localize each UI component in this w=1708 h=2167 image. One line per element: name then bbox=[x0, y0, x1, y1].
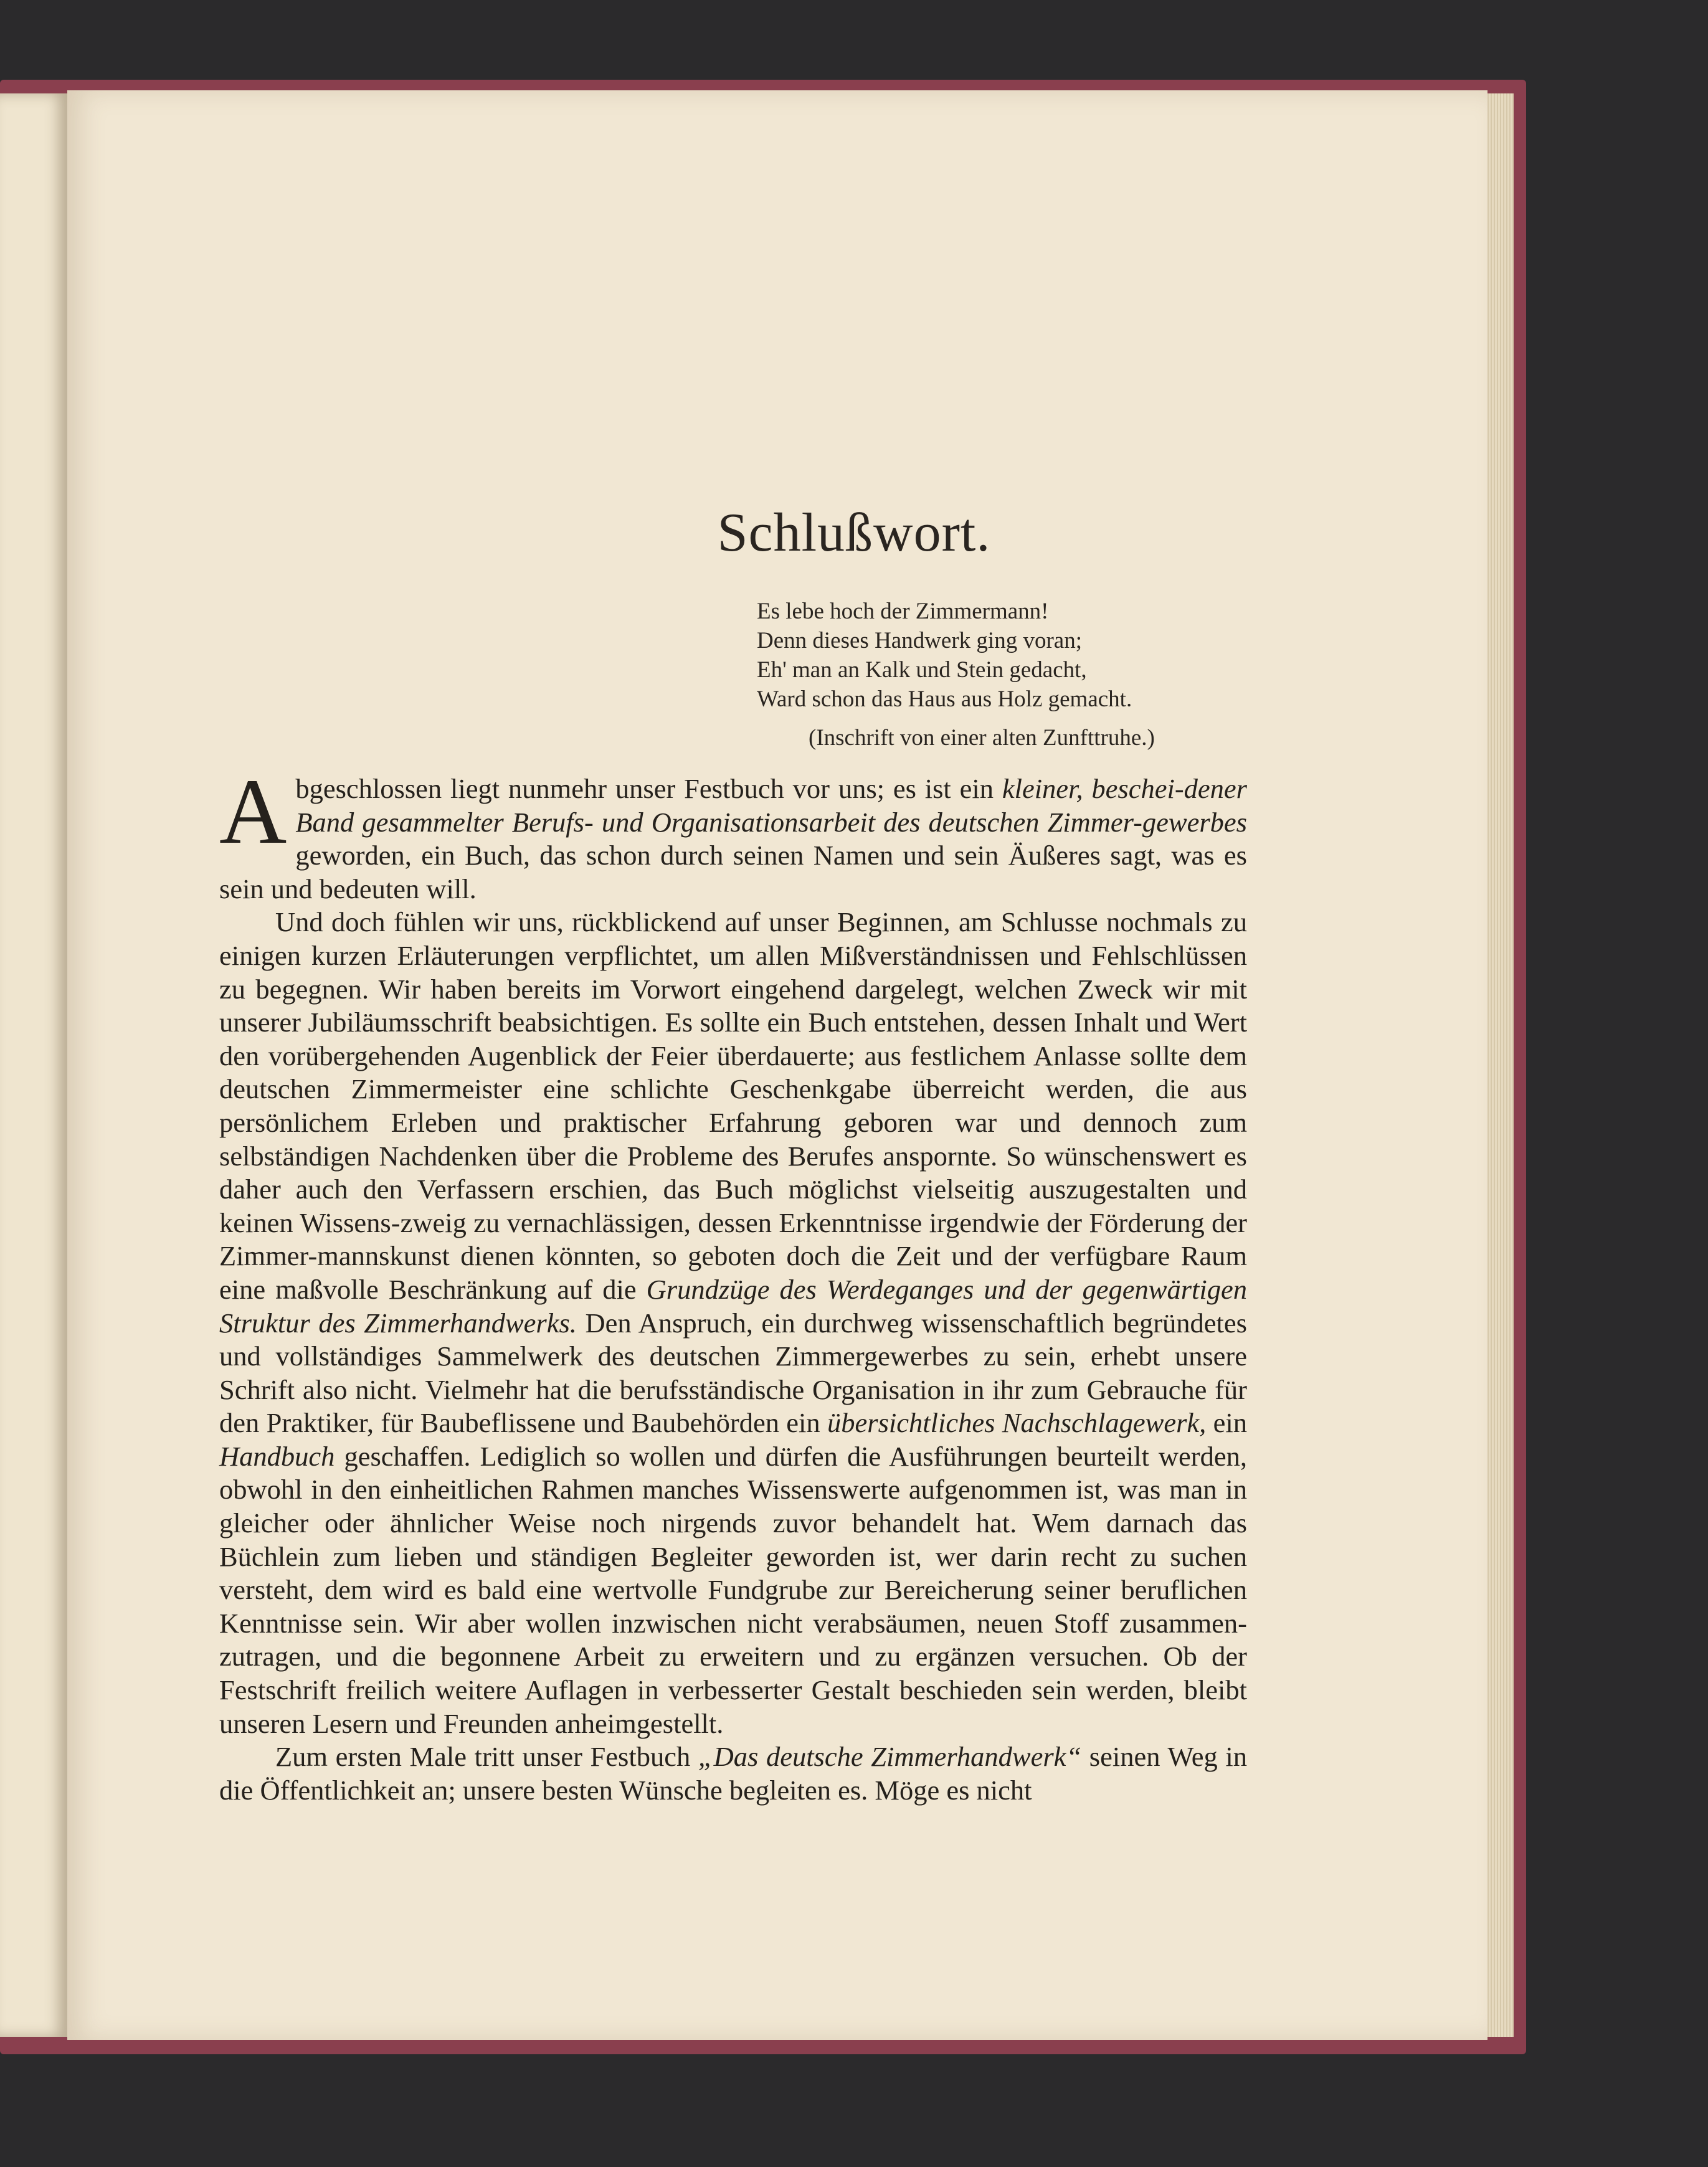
motto-line: Denn dieses Handwerk ging voran; bbox=[757, 628, 1082, 653]
italic-run: „Das deutsche Zimmerhandwerk“ bbox=[698, 1741, 1082, 1773]
text-run: Und doch fühlen wir uns, rückblickend auf unser Beginnen, am Schlusse nochmals zu einigen kurzen Erläuterungen verpflichtet, um allen Mißverständnissen und Fehlschlüssen zu begegnen. Wir haben bereits im Vorwort eingehend dargelegt, welchen Zweck wir mit unserer Jubiläumsschrift beabsichtigen. Es sollte ein Buch entstehen, dessen Inhalt und Wert den vorübergehenden Augenblick der Feier überdauerte; aus festlichem Anlasse sollte dem deutschen Zimmermeister eine schlichte Geschenkgabe überreicht werden, die aus persönlichem Erleben und praktischer Erfahrung geboren war und dennoch zum selbständigen Nachdenken über die Probleme des Berufes anspornte. So wünschenswert es daher auch den Verfassern erschien, das Buch möglichst vielseitig auszugestalten und keinen Wissens-zweig zu vernachlässigen, dessen Erkenntnisse irgendwie der Förderung der Zimmer-mannskunst dienen könnten, so geboten doch die Zeit und der verfügbare Raum eine maßvolle Beschränkung auf die bbox=[219, 906, 1247, 1305]
text-run: seinen Weg in die Öffentlichkeit an; unsere besten Wünsche begleiten es. Möge es nicht bbox=[219, 1741, 1247, 1806]
paragraph-2 bbox=[219, 906, 1247, 1740]
text-run: Den Anspruch, ein durchweg wissenschaftlich begründetes und vollständiges Sammelwerk des deutschen Zimmergewerbes zu sein, erhebt unsere Schrift also nicht. Vielmehr hat die berufsständische Organisation in ihr zum Gebrauche für den Praktiker, für Baubeflissene und Baubehörden ein bbox=[219, 1307, 1247, 1439]
italic-run: übersichtliches Nachschlagewerk, bbox=[827, 1407, 1207, 1439]
motto-verse bbox=[757, 597, 1132, 714]
motto-line: Ward schon das Haus aus Holz gemacht. bbox=[757, 686, 1132, 712]
italic-run: Grundzüge des Werdeganges und der gegenwärtigen Struktur des Zimmerhandwerks. bbox=[219, 1273, 1247, 1339]
body-text bbox=[219, 760, 1247, 1807]
paragraph-1 bbox=[219, 760, 1247, 906]
italic-run: Handbuch bbox=[219, 1440, 335, 1472]
drop-cap: A bbox=[219, 760, 287, 863]
text-run: geworden, ein Buch, das schon durch seinen Namen und sein Äußeres sagt, was es sein und bedeuten will. bbox=[219, 840, 1247, 904]
left-page-edge bbox=[0, 93, 67, 2037]
page-title: Schlußwort. bbox=[717, 503, 991, 563]
text-run: geschaffen. Lediglich so wollen und dürfen die Ausführungen beurteilt werden, obwohl in den einheitlichen Rahmen manches Wissenswerte aufgenommen ist, was man in gleicher oder ähnlicher Weise noch nirgends zuvor behandelt hat. Wem darnach das Büchlein zum lieben und ständigen Begleiter geworden ist, wer darin recht zu suchen versteht, dem wird es bald eine wertvolle Fundgrube zur Bereicherung seiner beruflichen Kenntnisse sein. Wir aber wollen inzwischen nicht verabsäumen, neuen Stoff zusammen-zutragen, und die begonnene Arbeit zu erweitern und zu ergänzen versuchen. Ob der Festschrift freilich weitere Auflagen in verbesserter Gestalt beschieden sein werden, bleibt unseren Lesern und Freunden anheimgestellt. bbox=[219, 1440, 1247, 1739]
motto-source: (Inschrift von einer alten Zunfttruhe.) bbox=[809, 725, 1155, 751]
text-run: ein bbox=[1206, 1407, 1247, 1439]
text-run: Zum ersten Male tritt unser Festbuch bbox=[275, 1741, 698, 1773]
paragraph-3 bbox=[219, 1740, 1247, 1807]
text-run: bgeschlossen liegt nunmehr unser Festbuch vor uns; es ist ein bbox=[295, 773, 1002, 804]
italic-run: kleiner, beschei-dener Band gesammelter Berufs- und Organisationsarbeit des deutschen Zimmer-gewerbes bbox=[295, 773, 1247, 838]
motto-line: Es lebe hoch der Zimmermann! bbox=[757, 599, 1049, 624]
motto-line: Eh' man an Kalk und Stein gedacht, bbox=[757, 657, 1087, 683]
